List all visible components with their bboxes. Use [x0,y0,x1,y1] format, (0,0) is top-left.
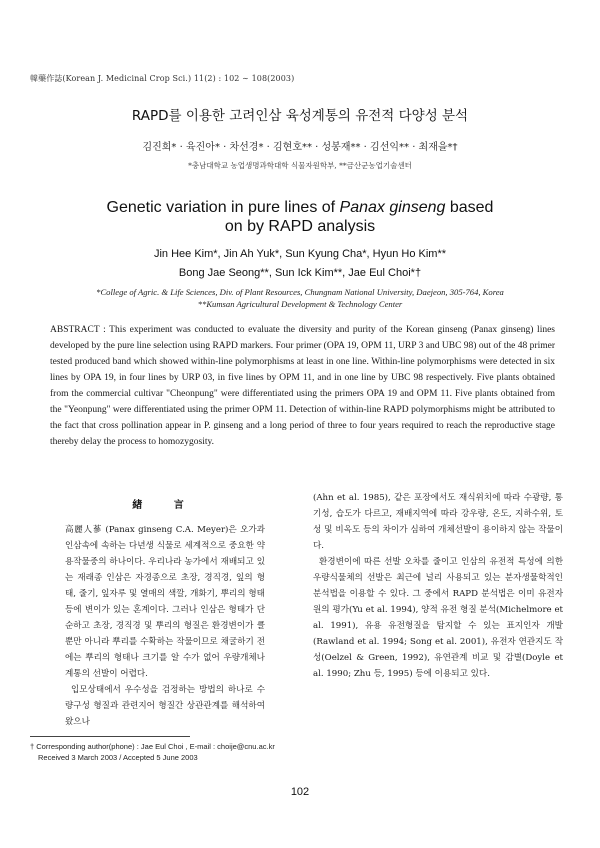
body-paragraph: 高麗人蔘 (Panax ginseng C.A. Meyer)은 오가과 인삼속에 속하는 다년생 식물로 세계적으로 중요한 약용작물중의 하나이다. 우리나라 농가에서 재배되고 있는 재래종 인삼은 자경종으로 초장, 경직경, 잎의 형태, 줄기, 잎자루 및 열매의 색깔, 개화기, 뿌리의 형태 등에 변이가 있는 혼계이다. 그러나 인삼은 형태가 단순하고 초장, 경직경 및 뿌리의 형질은 환경변이가 클 뿐만 아니라 뿌리를 수확하는 작물이므로 채굴하기 전에는 뿌리의 형태나 크기를 알 수가 없어 우량개체나 계통의 선발이 어렵다. [65,525,265,679]
english-affiliation-line2: **Kumsan Agricultural Development & Technology Center [197,299,403,309]
english-title-line2: on by RAPD analysis [224,218,376,235]
body-paragraph: (Ahn et al. 1985), 같은 포장에서도 재식위치에 따라 수광량, 통기성, 습도가 다르고, 재배지역에 따라 강우량, 온도, 지하수위, 토성 및 비옥도 등의 차이가 심하여 개체선발이 용이하지 않는 작물이다. [313,493,563,551]
page-number: 102 [290,786,310,798]
right-column [313,490,563,682]
english-authors-line2: Bong Jae Seong**, Sun Ick Kim**, Jae Eul Choi*† [178,267,422,279]
footnote-corresponding-author: † Corresponding author(phone) : Jae Eul Choi , E-mail : choije@cnu.ac.kr [30,742,275,751]
section-heading-introduction: 緖 言 [132,500,198,511]
korean-title: RAPD를 이용한 고려인삼 육성계통의 유전적 다양성 분석 [131,108,469,124]
english-affiliation-line1: *College of Agric. & Life Sciences, Div. of Plant Resources, Chungnam National University, Daejeon, 305-764, Korea [96,287,504,297]
body-paragraph: 환경변이에 따른 선발 오차를 줄이고 인삼의 유전적 특성에 의한 우량식물체의 선발은 최근에 널리 사용되고 있는 분자생물학적인 분석법을 이용할 수 있다. 그 중에서 RAPD 분석법은 이미 유전자원의 평가(Yu et al. 1994), 양적 유전 형질 분석(Michelmore et al. 1991), 유용 유전형질을 탐지할 수 있는 표지인자 개발(Rawland et al. 1994; Song et al. 2001), 유전자 연관지도 작성(Oelzel & Green, 1992), 유연관계 비교 및 감별(Doyle et al. 1990; Zhu 등, 1995) 등에 이용되고 있다. [313,557,563,679]
abstract-text: ABSTRACT : This experiment was conducted to evaluate the diversity and purity of the Korean ginseng (Panax ginseng) lines developed by the pure line selection using RAPD markers. Four primer (OPA 19, OPM 11, URP 3 and UBC 98) out of the 48 primer tested produced band which showed within-line polymorphisms at least in one line. Within-line polymorphisms were detected in six lines by OPA 19, in four lines by URP 03, in five lines by OPM 11, and in one line by UBC 98 respectively. Five plants obtained from the commercial cultivar "Cheonpung" were differentiated using the primers OPA 19 and OPM 11. Five plants obtained from the "Yeonpung" were differentiated using the primer OPM 11. Detection of within-line RAPD polymorphisms might be attributed to the fact that cross pollination appear in P. ginseng and a long period of three to four years required to reach the reproductive stage thereby delay the process to homozygosity. [50,325,555,447]
english-title [0,198,600,236]
abstract [50,322,555,450]
footnotes [30,741,275,763]
footnote-received-date: Received 3 March 2003 / Accepted 5 June 2003 [38,753,198,762]
english-title-line1: Genetic variation in pure lines of Panax ginseng based [106,199,494,216]
body-paragraph: 입모상태에서 우수성을 검정하는 방법의 하나로 수량구성 형질과 관련지어 형질간 상관관계를 해석하여 왔으나 [65,685,265,727]
left-column [65,498,265,730]
english-authors-line1: Jin Hee Kim*, Jin Ah Yuk*, Sun Kyung Cha*, Hyun Ho Kim** [153,248,447,260]
korean-affiliation: *충남대학교 농업생명과학대학 식물자원학부, **금산군농업기술센터 [188,161,412,170]
korean-authors: 김진희* · 육진아* · 차선경* · 김현호** · 성봉재** · 김선익** · 최재을*† [142,142,458,153]
footnote-divider [30,736,190,737]
english-authors [0,245,600,283]
english-affiliation [0,286,600,310]
journal-header: 韓藥作誌(Korean J. Medicinal Crop Sci.) 11(2) : 102 ∼ 108(2003) [30,74,295,83]
